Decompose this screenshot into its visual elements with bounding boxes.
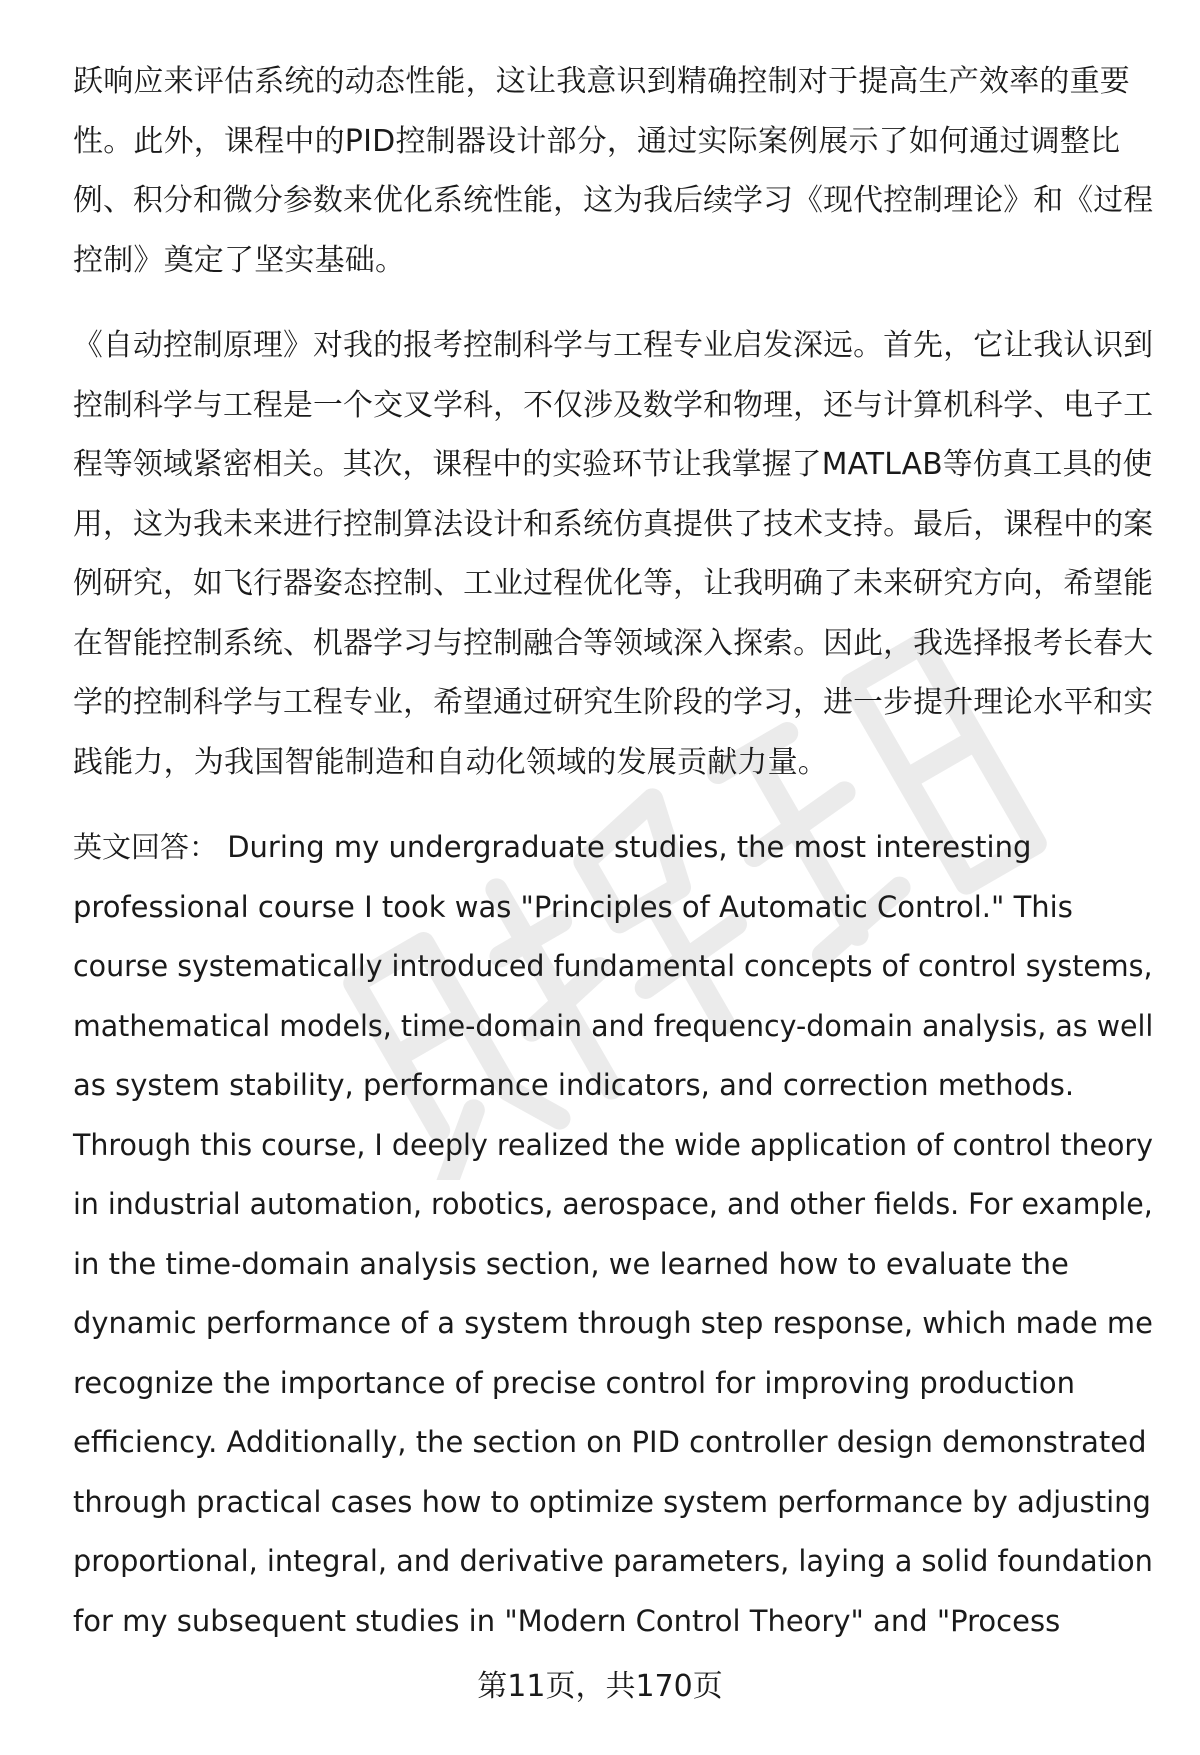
page-number: 第11页，共170页 bbox=[477, 1669, 723, 1704]
text-line: 程等领域紧密相关。其次，课程中的实验环节让我掌握了MATLAB等仿真工具的使 bbox=[73, 447, 1153, 482]
text-line: efficiency. Additionally, the section on PID controller design demonstrated bbox=[73, 1425, 1147, 1459]
text-line: as system stability, performance indicators, and correction methods. bbox=[73, 1068, 1075, 1102]
text-line: 英文回答： During my undergraduate studies, the most interesting bbox=[73, 830, 1032, 864]
text-line: Through this course, I deeply realized the wide application of control theory bbox=[73, 1127, 1153, 1162]
text-line: professional course I took was "Principles of Automatic Control." This bbox=[73, 889, 1073, 924]
paragraph-english-answer bbox=[73, 818, 1153, 1651]
text-line: course systematically introduced fundamental concepts of control systems, bbox=[73, 949, 1153, 983]
text-line: dynamic performance of a system through step response, which made me bbox=[73, 1306, 1153, 1340]
text-line: 例研究，如飞行器姿态控制、工业过程优化等，让我明确了未来研究方向，希望能 bbox=[73, 566, 1154, 601]
text-line: through practical cases how to optimize system performance by adjusting bbox=[73, 1484, 1151, 1519]
document-body bbox=[73, 52, 1153, 1677]
text-line: for my subsequent studies in "Modern Control Theory" and "Process bbox=[73, 1603, 1061, 1638]
text-line: proportional, integral, and derivative parameters, laying a solid foundation bbox=[73, 1544, 1153, 1578]
text-line: 学的控制科学与工程专业，希望通过研究生阶段的学习，进一步提升理论水平和实 bbox=[73, 685, 1154, 720]
text-line: mathematical models, time-domain and frequency-domain analysis, as well bbox=[73, 1008, 1154, 1043]
text-line: in industrial automation, robotics, aerospace, and other fields. For example, bbox=[73, 1187, 1153, 1221]
paragraph-chinese-1 bbox=[73, 52, 1153, 290]
text-line: in the time-domain analysis section, we learned how to evaluate the bbox=[73, 1246, 1069, 1281]
text-line: 控制科学与工程是一个交叉学科，不仅涉及数学和物理，还与计算机科学、电子工 bbox=[73, 387, 1154, 423]
text-line: 例、积分和微分参数来优化系统性能，这为我后续学习《现代控制理论》和《过程 bbox=[73, 183, 1154, 218]
text-line: 在智能控制系统、机器学习与控制融合等领域深入探索。因此，我选择报考长春大 bbox=[73, 625, 1154, 661]
text-line: 性。此外，课程中的PID控制器设计部分，通过实际案例展示了如何通过调整比 bbox=[73, 123, 1121, 159]
text-line: 用，这为我未来进行控制算法设计和系统仿真提供了技术支持。最后，课程中的案 bbox=[73, 506, 1154, 542]
text-line: recognize the importance of precise control for improving production bbox=[73, 1365, 1076, 1400]
text-line: 《自动控制原理》对我的报考控制科学与工程专业启发深远。首先，它让我认识到 bbox=[73, 328, 1154, 363]
text-line: 跃响应来评估系统的动态性能，这让我意识到精确控制对于提高生产效率的重要 bbox=[73, 64, 1130, 99]
paragraph-chinese-2 bbox=[73, 316, 1153, 792]
text-line: 践能力，为我国智能制造和自动化领域的发展贡献力量。 bbox=[73, 744, 828, 780]
text-line: 控制》奠定了坚实基础。 bbox=[73, 242, 406, 278]
